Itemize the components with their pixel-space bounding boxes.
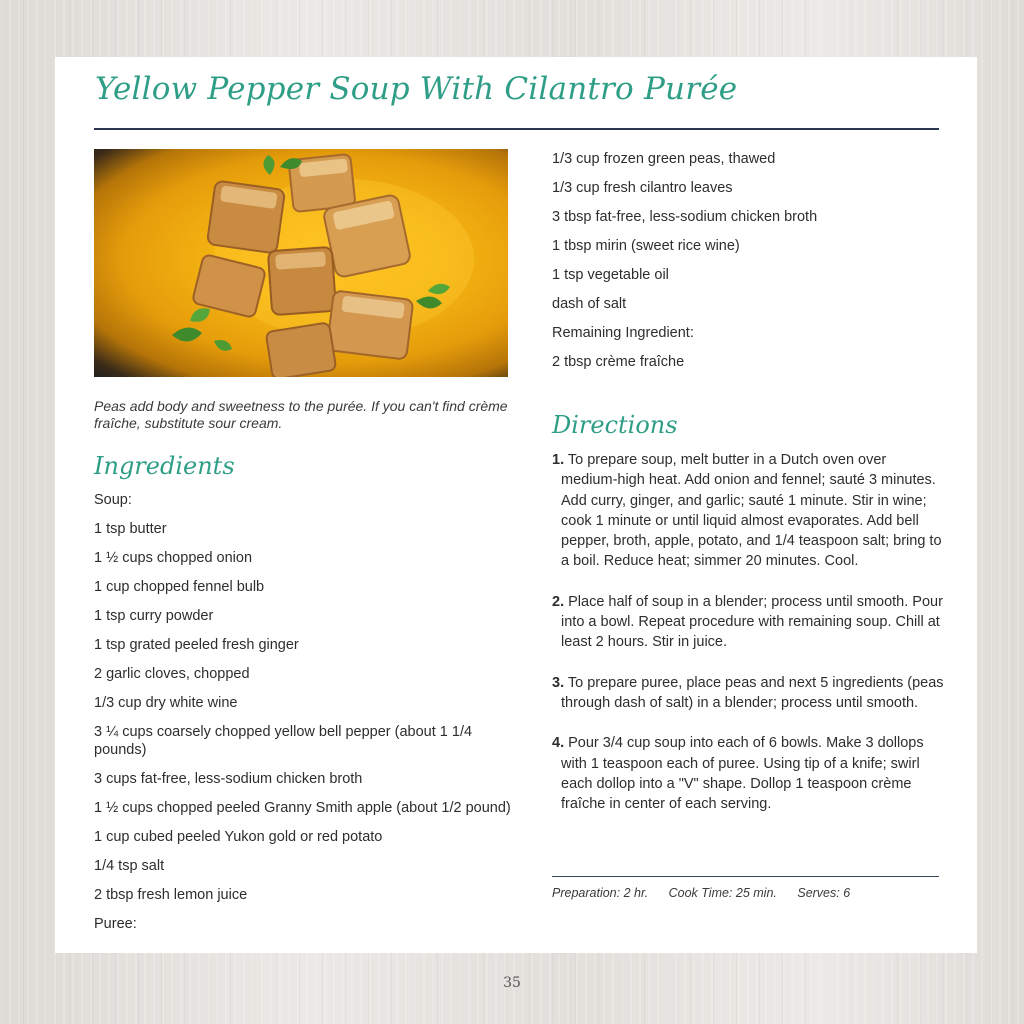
ingredient-item: 1 tsp curry powder <box>94 608 214 624</box>
direction-step <box>552 450 944 572</box>
ingredient-item: 1 ½ cups chopped onion <box>94 550 253 566</box>
ingredient-item: 1/3 cup dry white wine <box>94 695 238 711</box>
cilantro-leaf <box>172 327 202 341</box>
ingredient-item: 1/4 tsp salt <box>94 858 165 874</box>
recipe-title: Yellow Pepper Soup With Cilantro Purée <box>95 71 738 107</box>
ingredient-item: 1/3 cup fresh cilantro leaves <box>552 180 733 196</box>
directions-list <box>552 450 944 834</box>
soup-photo <box>94 149 508 377</box>
directions-heading: Directions <box>552 411 678 439</box>
direction-step <box>552 673 944 714</box>
ingredient-item: Soup: <box>94 492 132 508</box>
servings: Serves: 6 <box>797 886 851 900</box>
ingredient-item: 1 cup chopped fennel bulb <box>94 579 265 595</box>
cilantro-leaf <box>190 308 210 322</box>
cook-time: Cook Time: 25 min. <box>668 886 777 900</box>
page-number: 35 <box>503 975 521 991</box>
ingredient-item: 2 tbsp crème fraîche <box>552 354 685 370</box>
direction-step <box>552 733 944 814</box>
ingredient-item: 1 ½ cups chopped peeled Granny Smith apple (about 1/2 pound) <box>94 800 511 816</box>
ingredient-item: 2 garlic cloves, chopped <box>94 666 250 682</box>
photo-caption: Peas add body and sweetness to the purée. If you can't find crème fraîche, substitute sour cream. <box>94 398 508 431</box>
ingredient-item: 3 cups fat-free, less-sodium chicken broth <box>94 771 363 787</box>
recipe-meta <box>552 886 867 900</box>
step-number: 2. <box>552 593 565 610</box>
step-number: 4. <box>552 735 565 752</box>
soup-illustration <box>94 149 508 377</box>
ingredient-item: Puree: <box>94 916 137 932</box>
meta-divider <box>552 876 939 877</box>
step-text: Pour 3/4 cup soup into each of 6 bowls. Make 3 dollops with 1 teaspoon each of puree. Using tip of a knife; swirl each dollop into a "V" shape. Dollop 1 teaspoon crème fraîche in center of each serving. <box>561 735 924 813</box>
ingredient-item: dash of salt <box>552 296 627 312</box>
title-divider <box>94 128 939 130</box>
step-text: To prepare puree, place peas and next 5 ingredients (peas through dash of salt) in a blender; process until smooth. <box>561 674 944 711</box>
ingredient-item: 3 ¼ cups coarsely chopped yellow bell pepper (about 1 1/4 pounds) <box>94 724 473 758</box>
step-text: To prepare soup, melt butter in a Dutch oven over medium-high heat. Add onion and fennel; sauté 3 minutes. Add curry, ginger, and garlic; sauté 1 minute. Stir in wine; cook 1 minute or until liquid almost evaporates. Add bell pepper, broth, apple, potato, and 1/4 teaspoon salt; bring to a boil. Reduce heat; simmer 20 minutes. Cool. <box>561 452 942 570</box>
crouton <box>266 322 337 377</box>
step-number: 3. <box>552 674 565 691</box>
ingredient-item: 1 tsp butter <box>94 521 167 537</box>
ingredients-list-left <box>94 491 514 944</box>
ingredient-item: 3 tbsp fat-free, less-sodium chicken broth <box>552 209 818 225</box>
cilantro-leaf <box>214 340 232 351</box>
direction-step <box>552 592 944 653</box>
ingredient-item: 1 tsp grated peeled fresh ginger <box>94 637 299 653</box>
ingredient-item: Remaining Ingredient: <box>552 325 694 341</box>
recipe-card <box>55 57 977 953</box>
cilantro-leaf <box>263 155 274 175</box>
ingredient-item: 1 tsp vegetable oil <box>552 267 669 283</box>
ingredient-item: 1 cup cubed peeled Yukon gold or red potato <box>94 829 383 845</box>
ingredient-item: 1 tbsp mirin (sweet rice wine) <box>552 238 740 254</box>
step-text: Place half of soup in a blender; process until smooth. Pour into a bowl. Repeat procedure with remaining soup. Chill at least 2 hours. Stir in juice. <box>561 593 943 651</box>
step-number: 1. <box>552 452 565 468</box>
ingredients-heading: Ingredients <box>94 452 235 480</box>
ingredient-item: 2 tbsp fresh lemon juice <box>94 887 248 903</box>
preparation-time: Preparation: 2 hr. <box>552 886 649 900</box>
ingredient-item: 1/3 cup frozen green peas, thawed <box>552 151 776 167</box>
ingredients-list-right <box>552 150 952 382</box>
